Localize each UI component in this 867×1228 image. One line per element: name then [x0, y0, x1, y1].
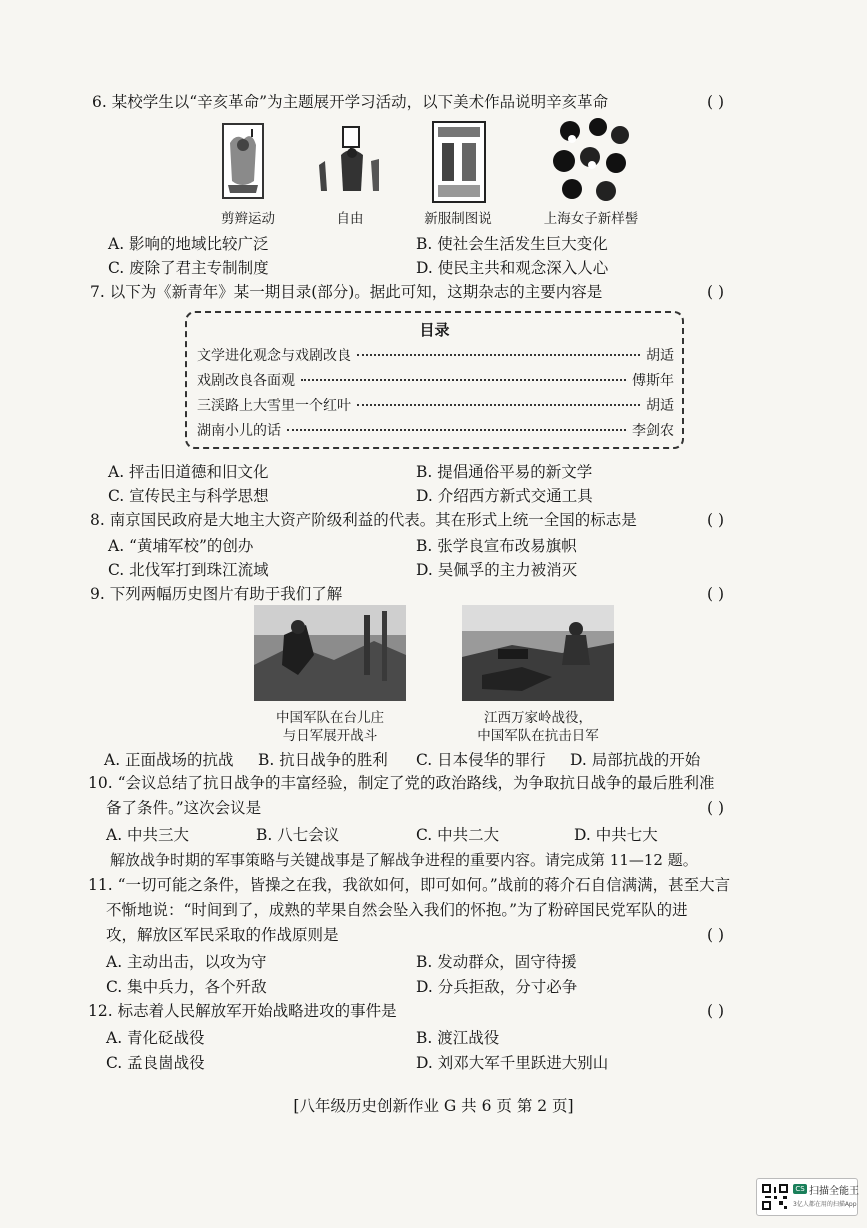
page-footer: [八年级历史创新作业 G 共 6 页 第 2 页] [293, 1097, 574, 1115]
q10-option-b[interactable]: B. 八七会议 [256, 826, 340, 844]
q11-stem-line3: 攻，解放区军民采取的作战原则是 [106, 926, 339, 944]
q8-answer-paren[interactable]: ( ) [707, 511, 725, 529]
q6-stem: 6. 某校学生以“辛亥革命”为主题展开学习活动，以下美术作品说明辛亥革命 [92, 93, 609, 111]
q11-option-a[interactable]: A. 主动出击，以攻为守 [106, 953, 267, 971]
q7-option-c[interactable]: C. 宣传民主与科学思想 [108, 487, 269, 505]
q9-option-b[interactable]: B. 抗日战争的胜利 [258, 751, 388, 769]
cs-badge: CS [793, 1184, 807, 1194]
q11-option-c[interactable]: C. 集中兵力，各个歼敌 [106, 978, 267, 996]
q12-option-c[interactable]: C. 孟良崮战役 [106, 1054, 205, 1072]
q12-option-d[interactable]: D. 刘邓大军千里跃进大别山 [416, 1054, 609, 1072]
toc-row-author: 李剑农 [632, 423, 674, 439]
scanner-brand: 扫描全能王 [809, 1186, 859, 1197]
q9-caption-right-line1: 江西万家岭战役， [484, 710, 592, 726]
toc-row-title: 三渓路上大雪里一个红叶 [197, 398, 351, 414]
toc-row-title: 湖南小儿的话 [197, 423, 281, 439]
q9-option-d[interactable]: D. 局部抗战的开始 [570, 751, 701, 769]
q9-stem: 9. 下列两幅历史图片有助于我们了解 [90, 585, 343, 603]
q7-option-d[interactable]: D. 介绍西方新式交通工具 [416, 487, 593, 505]
toc-title: 目录 [419, 321, 450, 339]
q6-caption-4: 上海女子新样髻 [543, 211, 639, 227]
q6-answer-paren[interactable]: ( ) [707, 93, 725, 111]
wanjialing-battle-photo [462, 605, 614, 701]
q10-stem-line1: 10. “会议总结了抗日战争的丰富经验，制定了党的政治路线，为争取抗日战争的最后胜利准 [88, 774, 715, 792]
table-of-contents-box [185, 311, 684, 449]
q12-option-b[interactable]: B. 渡江战役 [416, 1029, 500, 1047]
q11-stem-line1: 11. “一切可能之条件，皆操之在我，我欲如何，即可如何。”战前的蒋介石自信满满，甚至大言 [88, 876, 731, 894]
q6-option-d[interactable]: D. 使民主共和观念深入人心 [416, 259, 609, 277]
q9-caption-left-line1: 中国军队在台儿庄 [276, 710, 384, 726]
queue-cutting-illustration [222, 123, 264, 199]
scanner-watermark-logo [756, 1178, 858, 1216]
hairstyle-illustration [550, 117, 632, 205]
toc-row-author: 傅斯年 [632, 373, 674, 389]
scanner-subtitle: 3亿人都在用的扫描App [793, 1201, 857, 1208]
q12-answer-paren[interactable]: ( ) [707, 1002, 725, 1020]
toc-row-title: 文学进化观念与戏剧改良 [197, 348, 351, 364]
q11-option-d[interactable]: D. 分兵拒敌，分寸必争 [416, 978, 578, 996]
q9-answer-paren[interactable]: ( ) [707, 585, 725, 603]
q6-option-c[interactable]: C. 废除了君主专制制度 [108, 259, 269, 277]
q7-stem: 7. 以下为《新青年》某一期目录(部分)。据此可知，这期杂志的主要内容是 [90, 283, 603, 301]
q10-stem-line2: 备了条件。”这次会议是 [106, 799, 262, 817]
q12-stem: 12. 标志着人民解放军开始战略进攻的事件是 [88, 1002, 397, 1020]
q6-option-a[interactable]: A. 影响的地域比较广泛 [108, 235, 269, 253]
q9-option-a[interactable]: A. 正面战场的抗战 [104, 751, 234, 769]
q11-answer-paren[interactable]: ( ) [707, 926, 725, 944]
q10-option-d[interactable]: D. 中共七大 [574, 826, 658, 844]
toc-row-author: 胡适 [646, 348, 674, 364]
q7-option-a[interactable]: A. 抨击旧道德和旧文化 [108, 463, 269, 481]
toc-row [197, 370, 674, 390]
toc-row [197, 395, 674, 415]
q8-stem: 8. 南京国民政府是大地主大资产阶级利益的代表。其在形式上统一全国的标志是 [90, 511, 637, 529]
q10-option-a[interactable]: A. 中共三大 [106, 826, 190, 844]
taierzhuang-battle-photo [254, 605, 406, 701]
q9-caption-left-line2: 与日军展开战斗 [282, 728, 378, 744]
q8-option-a[interactable]: A. “黄埔军校”的创办 [108, 537, 254, 555]
new-dress-code-illustration [432, 121, 486, 203]
q12-option-a[interactable]: A. 青化砭战役 [106, 1029, 205, 1047]
liberty-illustration [313, 125, 387, 197]
q6-option-b[interactable]: B. 使社会生活发生巨大变化 [416, 235, 608, 253]
q8-option-c[interactable]: C. 北伐军打到珠江流域 [108, 561, 269, 579]
qr-code-icon [761, 1183, 789, 1211]
toc-row [197, 420, 674, 440]
toc-row-author: 胡适 [646, 398, 674, 414]
q9-caption-right-line2: 中国军队在抗击日军 [477, 728, 599, 744]
q6-caption-1: 剪辫运动 [221, 211, 275, 227]
q11-option-b[interactable]: B. 发动群众，固守待援 [416, 953, 577, 971]
q7-option-b[interactable]: B. 提倡通俗平易的新文学 [416, 463, 593, 481]
q11-stem-line2: 不惭地说：“时间到了，成熟的苹果自然会坠入我们的怀抱。”为了粉碎国民党军队的进 [106, 901, 688, 919]
q9-option-c[interactable]: C. 日本侵华的罪行 [416, 751, 546, 769]
toc-row-title: 戏剧改良各面观 [197, 373, 295, 389]
q10-option-c[interactable]: C. 中共二大 [416, 826, 500, 844]
q8-option-b[interactable]: B. 张学良宣布改易旗帜 [416, 537, 577, 555]
section-intro: 解放战争时期的军事策略与关键战事是了解战争进程的重要内容。请完成第 11—12 题。 [110, 851, 698, 869]
toc-row [197, 345, 674, 365]
q10-answer-paren[interactable]: ( ) [707, 799, 725, 817]
q6-caption-3: 新服制图说 [424, 211, 492, 227]
q8-option-d[interactable]: D. 吴佩孚的主力被消灭 [416, 561, 578, 579]
q7-answer-paren[interactable]: ( ) [707, 283, 725, 301]
q6-caption-2: 自由 [336, 211, 364, 227]
